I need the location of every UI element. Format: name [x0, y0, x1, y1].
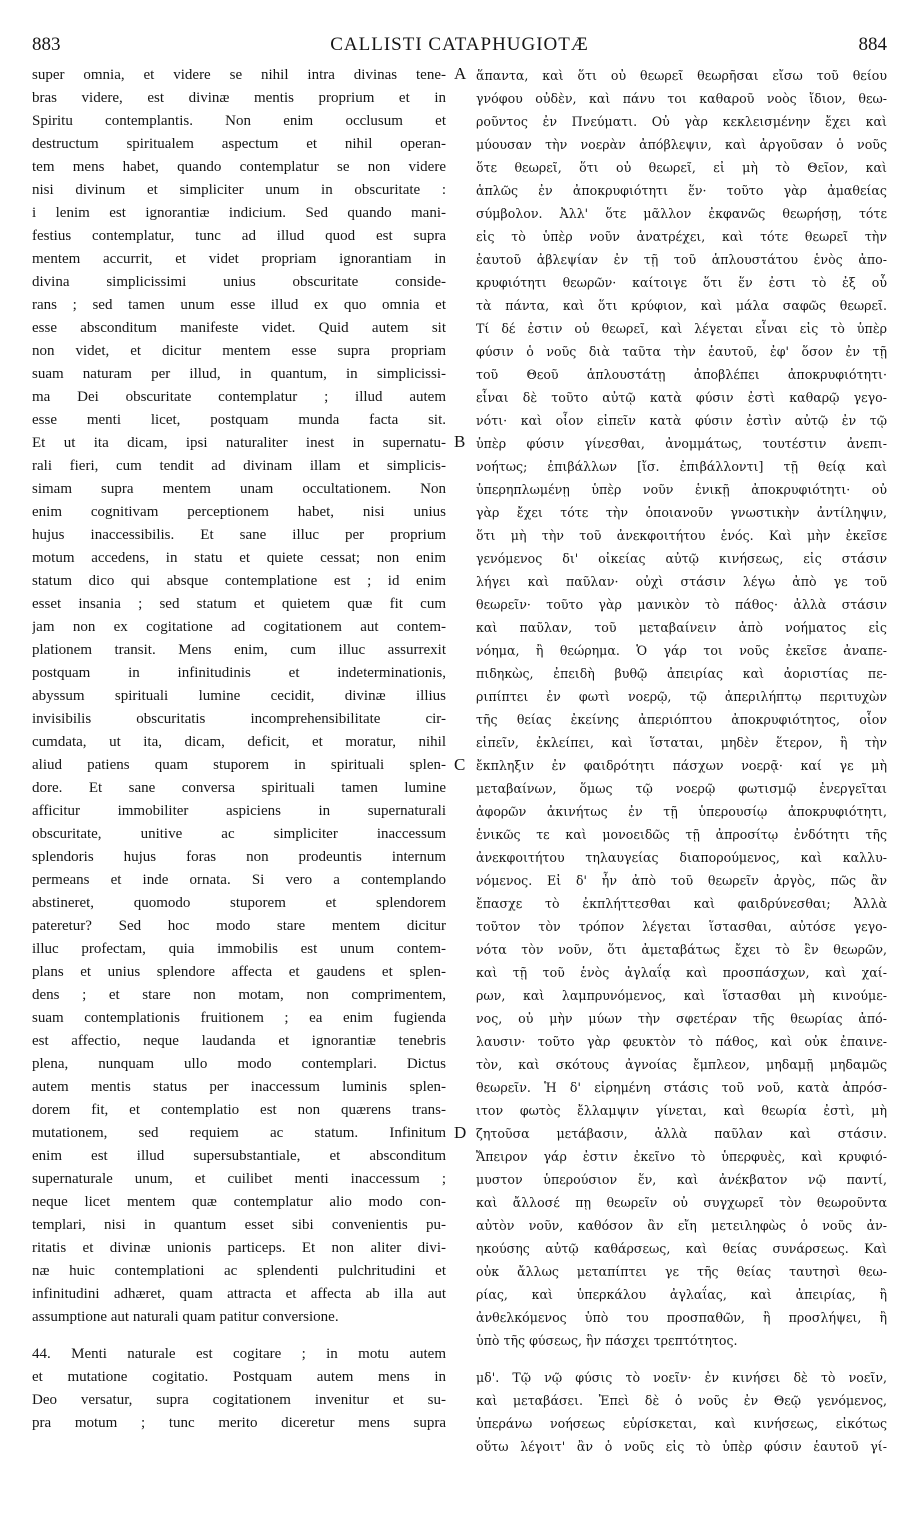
text-line: divina simplicissimi unius obscuritate conside- [32, 274, 446, 290]
running-title: CALLISTI CATAPHUGIOTÆ [330, 34, 589, 55]
text-line: dorem fit, et contemplatio est non quærens trans- [32, 1102, 446, 1118]
text-line: ὑπερηπλωμένῃ ὑπὲρ νοῦν ἑνικῇ ἀποκρυφιότητι· οὐ [476, 482, 887, 497]
text-line: esse absconditum manifeste videt. Quid autem sit [32, 320, 446, 336]
text-line: postquam in infinitudinis et indeterminationis, [32, 665, 446, 681]
text-line: dore. Et sane conversa spirituali tamen lumine [32, 780, 446, 796]
text-line: εἰς τὸ ὑπὲρ νοῦν ἀνατρέχει, καὶ τότε θεωρεῖ τὴν [476, 229, 887, 244]
text-line: i lenim est ignorantiæ indicium. Sed quando mani- [32, 205, 446, 221]
text-line: καὶ τῇ τοῦ ἑνὸς ἀγλαΐᾳ καὶ προσπάσχων, καὶ χαί- [476, 965, 887, 980]
text-line: obscuritate, unitive ac simpliciter inaccessum [32, 826, 446, 842]
text-line: ἔκπληξιν ἐν φαιδρότητι πάσχων νοερᾷ· καί γε μὴ [476, 758, 887, 773]
text-line: λήγει καὶ παῦλαν· οὐχὶ στάσιν λέγω ἀπὸ γε τοῦ [476, 574, 887, 589]
text-line: ζητοῦσα μετάβασιν, ἀλλὰ παῦλαν καὶ στάσιν. [476, 1126, 887, 1141]
section-44-line: Deo versatur, supra cogitationem invenitur et su- [32, 1392, 446, 1408]
text-line: ροῦντος ἐν Πνεύματι. Οὐ γὰρ κεκλεισμένην ἔχει καὶ [476, 114, 887, 129]
text-line: mutationem, sed requiem ac statum. Infinitum [32, 1125, 446, 1141]
text-line: templari, nisi in quantum esset sibi convenientis pu- [32, 1217, 446, 1233]
text-line: Et ut ita dicam, ipsi naturaliter inest in supernatu- [32, 435, 446, 451]
text-line: τὸν, καὶ σκότους ἀγνοίας ἔμπλεον, μηδαμῇ μηδαμῶς [476, 1057, 887, 1072]
text-line: dens ; et stare non motam, non comprimentem, [32, 987, 446, 1003]
text-line: γνόφου οὐδὲν, καὶ πάνυ τοι καθαροῦ νοὸς ἴδιον, θεω- [476, 91, 887, 106]
text-line: hujus inaccessibilis. Et sane illuc per proprium [32, 527, 446, 543]
text-line: permeans et inde ornata. Si vero a contemplando [32, 872, 446, 888]
text-line: nisi divinum et simpliciter unum in obscuritate : [32, 182, 446, 198]
text-line: καὶ παῦλαν, τοῦ μεταβαίνειν ἀπὸ νοήματος εἰς [476, 620, 887, 635]
text-line: ἀνθελκόμενος ὑπὸ του προσπαθῶν, ἢ προσλήψει, ἢ [476, 1310, 887, 1325]
text-line: ριπίπτει ἐν φωτὶ νοερῷ, τῷ ἀπεριλήπτῳ περιτυχὼν [476, 689, 887, 704]
text-line: σύμβολον. Ἀλλ' ὅτε μᾶλλον ἐκφανῶς θεωρήσῃ, τότε [476, 206, 887, 221]
text-line: ὑπὸ τῆς φύσεως, ἣν πάσχει τρεπτότητος. [476, 1333, 738, 1348]
page-number-left: 883 [32, 34, 61, 55]
text-line: ma Dei obscuritate contemplatur ; illud autem [32, 389, 446, 405]
section-gap [32, 1329, 446, 1343]
text-line: festius contemplatur, tunc ad illud quod est supra [32, 228, 446, 244]
section-44-line: ὑπεράνω νοήσεως εὑρίσκεται, καὶ κινήσεως, εἰκότως [476, 1416, 887, 1431]
text-line: ηκούσης αὐτῷ καθάρσεως, καὶ θείας συνάρσεως. Καὶ [476, 1241, 887, 1256]
text-line: neque licet mentem quæ contemplatur alio modo con- [32, 1194, 446, 1210]
text-line: abstineret, quomodo stuporem et splendorem [32, 895, 446, 911]
text-line: ρίας, καὶ ὑπερκάλου ἀγλαΐας, καὶ ἀπειρίας, ἢ [476, 1287, 887, 1302]
section-44-line: οὕτω λέγοιτ' ἂν ὁ νοῦς εἰς τὸ ὑπὲρ φύσιν ἑαυτοῦ γί- [476, 1439, 887, 1454]
text-line: tem mens habet, quando contemplatur se non videre [32, 159, 446, 175]
latin-column [32, 64, 446, 1435]
text-line: destructum spiritualem aspectum et nihil operan- [32, 136, 446, 152]
section-44-line: et mutatione cogitatio. Postquam autem mens in [32, 1369, 446, 1385]
text-line: suam naturam per illud, in quantum, in simplicissi- [32, 366, 446, 382]
text-line: ἑαυτοῦ ἀβλεψίαν ἐν τῇ τοῦ ἁπλουστάτου ἑνὸς ἀπο- [476, 252, 887, 267]
text-line: esse menti licet, postquam munda facta sit. [32, 412, 446, 428]
text-line: μεταβαίνων, ὅμως τῷ νοερῷ φωτισμῷ ἐνεργεῖται [476, 781, 887, 796]
text-line: ιτον φωτὸς ἔλλαμψιν γίνεται, καὶ θεωρία ἐστὶ, μὴ [476, 1103, 887, 1118]
text-line: ὅτε θεωρεῖ, ὅτι οὐ θεωρεῖ, εἰ μὴ τὸ Θεῖον, καὶ [476, 160, 887, 175]
section-44-line: μδ'. Τῷ νῷ φύσις τὸ νοεῖν· ἐν κινήσει δὲ τὸ νοεῖν, [476, 1370, 887, 1385]
text-line: ἀφορῶν ἀκινήτως ἐν τῇ ὑπερουσίῳ ἀποκρυφιότητι, [476, 804, 887, 819]
text-line: est affectio, neque laudanda et ignorantiæ tenebris [32, 1033, 446, 1049]
page-header [32, 34, 887, 58]
text-line: enim cognitivam perceptionem habet, nisi unius [32, 504, 446, 520]
section-44-line: pra motum ; tunc merito diceretur mens supra [32, 1415, 446, 1431]
text-line: ἀνεκφοιτήτου τηλαυγείας διαπορούμενος, καὶ καλλυ- [476, 850, 887, 865]
text-line: infinitudini adhæret, quam attracta et affecta ab illa aut [32, 1286, 446, 1302]
text-line: simam supra mentem unam occultationem. Non [32, 481, 446, 497]
text-line: invisibilis obscuritatis incomprehensibilitate cir- [32, 711, 446, 727]
text-line: αὐτὸν νοῦν, καθόσον ἂν εἴη μετειληφὼς ὁ νοῦς ἀν- [476, 1218, 887, 1233]
text-line: ὅτι μὴ τὴν τοῦ ἀνεκφοιτήτου ἑνός. Καὶ μὴν ἐκεῖσε [476, 528, 887, 543]
text-line: πιδηκὼς, ἐπειδὴ βυθῷ ἀπειρίας καὶ ἀοριστίας πε- [476, 666, 887, 681]
text-line: mentem accurrit, et videt propriam ignorantiam in [32, 251, 446, 267]
section-44-line: 44. Menti naturale est cogitare ; in motu autem [32, 1346, 446, 1362]
text-line: νόμενος. Εἰ δ' ἦν ἀπὸ τοῦ θεωρεῖν ἀργὸς, πῶς ἂν [476, 873, 887, 888]
text-line: super omnia, et videre se nihil intra divinas tene- [32, 67, 446, 83]
text-line: ἑνικῶς τε καὶ μονοειδῶς τῇ ἀπροσίτῳ ἐνδότητι τῆς [476, 827, 887, 842]
text-line: ἔπασχε τὸ ἐκπλήττεσθαι καὶ φαιδρύνεσθαι; Ἀλλὰ [476, 896, 887, 911]
text-line: τὰ πάντα, καὶ ὅτι κρύφιον, καὶ μάλα σαφῶς θεωρεῖ. [476, 298, 887, 313]
text-line: statum dico qui absque contemplatione est ; id enim [32, 573, 446, 589]
margin-marker-b: B [454, 432, 466, 451]
text-line: non videt, et dicitur mentem esse supra propriam [32, 343, 446, 359]
text-line: γὰρ ἔχει τότε τὴν ὁποιανοῦν γνωστικὴν ἀντίληψιν, [476, 505, 887, 520]
margin-marker-c: C [454, 755, 466, 774]
text-line: νόημα, ἢ θεώρημα. Ὁ γάρ τοι νοῦς ἐκεῖσε ἀναπε- [476, 643, 887, 658]
margin-marker-d: D [454, 1123, 467, 1142]
text-line: illuc profectam, quia immobilis est unum contem- [32, 941, 446, 957]
text-line: rali fieri, cum tendit ad divinam illam et simplicis- [32, 458, 446, 474]
text-line: θεωρεῖν. Ἡ δ' εἰρημένη στάσις τοῦ νοῦ, κατὰ ἀπρόσ- [476, 1080, 887, 1095]
text-line: νότι· καὶ οἷον εἰπεῖν κατὰ φύσιν ἐστὶν αὐτῷ ἐν τῷ [476, 413, 887, 428]
section-44-line: καὶ μεταβάσει. Ἐπεὶ δὲ ὁ νοῦς ἐν Θεῷ γενόμενος, [476, 1393, 887, 1408]
text-line: rans ; sed tamen unum esse illud ex quo omnia et [32, 297, 446, 313]
text-line: pateretur? Sed hoc modo stare mentem dicitur [32, 918, 446, 934]
text-line: κρυφιότητι θεωρῶν· καίτοιγε ὅτι ἕν ἐστι τὸ ἐξ οὗ [476, 275, 887, 290]
text-line: θεωρεῖν· τοῦτο γὰρ μανικὸν τὸ πάθος· ἀλλὰ στάσιν [476, 597, 887, 612]
text-line: afficitur immobiliter aspiciens in supernaturali [32, 803, 446, 819]
section-gap [476, 1352, 887, 1366]
text-line: ὑπὲρ φύσιν γίνεσθαι, ἀνομμάτως, τουτέστιν ἀνεπι- [476, 436, 887, 451]
text-line: λαυσιν· τοῦτο γὰρ φευκτὸν τὸ πάθος, καὶ οὐκ ἐπαινε- [476, 1034, 887, 1049]
text-line: supernaturale unum, et cuilibet menti inaccessum ; [32, 1171, 446, 1187]
text-line: φύσιν ὁ νοῦς διὰ ταῦτα τὴν ἑαυτοῦ, ἐφ' ὅσον ἐν τῇ [476, 344, 887, 359]
text-line: καὶ ἄλλοσέ πῃ θεωρεῖν οὐ συγχωρεῖ τὸν θεωροῦντα [476, 1195, 887, 1210]
text-line: plans et unius splendore affecta et gaudens et splen- [32, 964, 446, 980]
text-line: motum accedens, in statu et quiete cessat; non enim [32, 550, 446, 566]
text-line: νότα τὸν νοῦν, ὅτι ἀμεταβάτως ἔχει τὸ ἓν θεωρῶν, [476, 942, 887, 957]
text-line: assumptione aut naturali quam patitur conversione. [32, 1309, 339, 1325]
text-line: plationem transit. Mens enim, cum illuc assurrexit [32, 642, 446, 658]
text-line: ἅπαντα, καὶ ὅτι οὐ θεωρεῖ θεωρῆσαι εἴσω τοῦ θείου [476, 68, 887, 83]
text-line: næ huic contemplationi ac splendenti pulchritudini et [32, 1263, 446, 1279]
page-number-right: 884 [858, 34, 887, 55]
text-line: aliud patiens quam stuporem in spirituali splen- [32, 757, 446, 773]
text-line: Ἄπειρον γάρ ἐστιν ἐκεῖνο τὸ ὑπερφυὲς, καὶ κρυφιό- [476, 1149, 887, 1164]
text-line: plena, nunquam ullo modo contemplari. Dictus [32, 1056, 446, 1072]
text-line: ritatis et divinæ unionis particeps. Et non aliter divi- [32, 1240, 446, 1256]
text-line: τῆς θείας ἐκείνης ἀπεριόπτου ἀποκρυφιότητος, οἷον [476, 712, 887, 727]
text-line: τοῦτον τὸν τρόπον λέγεται ἵστασθαι, αὐτόσε γεγο- [476, 919, 887, 934]
text-line: ρων, καὶ λαμπρυνόμενος, καὶ ἵστασθαι μὴ κινούμε- [476, 988, 887, 1003]
text-line: ἁπλῶς ἐν ἀποκρυφιότητι ἕν· τοῦτο γὰρ ἀμαθείας [476, 183, 887, 198]
margin-marker-a: A [454, 64, 467, 83]
text-line: autem mentis status per inaccessum luminis splen- [32, 1079, 446, 1095]
text-line: μυστον ὑπερούσιον ἕν, καὶ ἀνέκβατον νῷ παντί, [476, 1172, 887, 1187]
text-line: jam non ex cogitatione ad cogitationem aut contem- [32, 619, 446, 635]
text-line: cumdata, ut ita, dicam, deficit, et moratur, nihil [32, 734, 446, 750]
text-line: esset insania ; sed statum et quietem quæ fit cum [32, 596, 446, 612]
text-line: bras videre, est divinæ mentis proprium et in [32, 90, 446, 106]
text-line: Τί δέ ἐστιν οὐ θεωρεῖ, καὶ λέγεται εἶναι εἰς τὸ ὑπὲρ [476, 321, 887, 336]
text-line: οὐκ ἄλλως μεταπίπτει γε τῆς θείας ταυτησὶ θεω- [476, 1264, 887, 1279]
text-line: νος, οὐ μὴν μύων τὴν σφετέραν τῆς θεωρίας ἀπό- [476, 1011, 887, 1026]
text-line: εἶναι δὲ τοῦτο αὐτῷ κατὰ φύσιν ἐστὶ καθαρῷ γεγο- [476, 390, 887, 405]
text-line: suam contemplationis fruitionem ; ea enim fugienda [32, 1010, 446, 1026]
text-line: enim est illud supersubstantiale, et absconditum [32, 1148, 446, 1164]
text-line: τοῦ Θεοῦ ἁπλουστάτῃ ἀποβλέπει ἀποκρυφιότητι· [476, 367, 887, 382]
text-line: εἰπεῖν, ἐκλείπει, καὶ ἵσταται, μηδὲν ἕτερον, ἢ τὴν [476, 735, 887, 750]
text-line: Spiritu contemplantis. Non enim occlusum et [32, 113, 446, 129]
text-line: splendoris hujus foras non prodeuntis internum [32, 849, 446, 865]
text-line: γενόμενος δι' οἰκείας αὐτῷ κινήσεως, εἰς στάσιν [476, 551, 887, 566]
text-line: μύουσαν τὴν νοερὰν ἀπόβλεψιν, καὶ ἀργοῦσαν ὁ νοῦς [476, 137, 887, 152]
greek-column [476, 64, 887, 1458]
text-line: νοήτως; ἐπιβάλλων [ἴσ. ἐπιβάλλοντι] τῇ θείᾳ καὶ [476, 459, 887, 474]
text-line: abyssum spirituali lumine cecidit, divinæ illius [32, 688, 446, 704]
